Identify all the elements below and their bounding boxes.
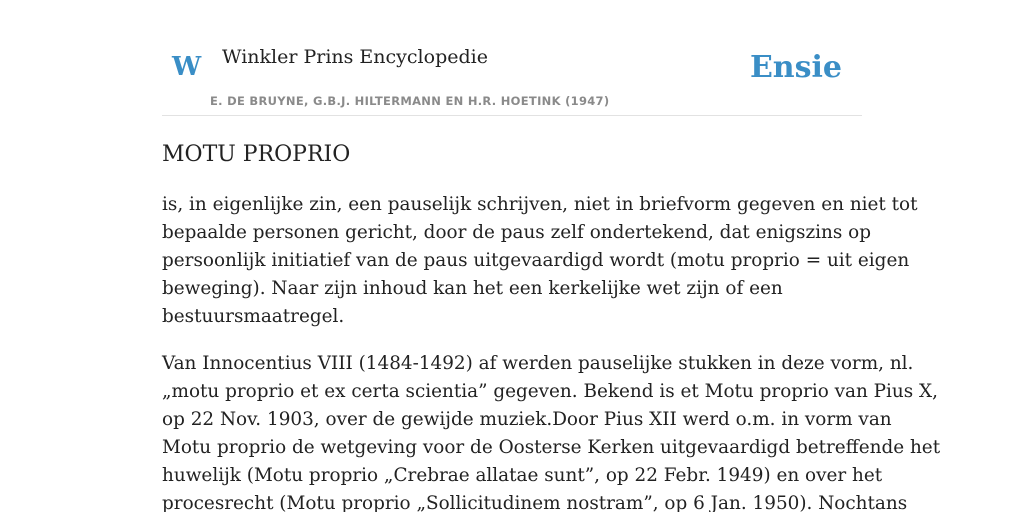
page (162, 0, 941, 512)
paragraph-line: beweging). Naar zijn inhoud kan het een kerkelijke wet zijn of een (162, 278, 783, 299)
paragraph-line: bestuursmaatregel. (162, 306, 345, 327)
source-authors: E. DE BRUYNE, G.B.J. HILTERMANN EN H.R. HOETINK (1947) (210, 94, 610, 108)
paragraph-line: „motu proprio et ex certa scientia” gegeven. Bekend is et Motu proprio van Pius X, (162, 381, 938, 402)
site-header (162, 0, 862, 116)
paragraph-line: procesrecht (Motu proprio „Sollicitudinem nostram”, op 6 Jan. 1950). Nochtans (162, 493, 908, 512)
paragraph-line: op 22 Nov. 1903, over de gewijde muziek.Door Pius XII werd o.m. in vorm van (162, 409, 892, 430)
article (162, 116, 941, 512)
paragraph-line: Motu proprio de wetgeving voor de Oosterse Kerken uitgevaardigd betreffende het (162, 437, 941, 458)
source-title[interactable]: Winkler Prins Encyclopedie (222, 46, 488, 68)
article-paragraph (162, 191, 918, 331)
paragraph-line: Van Innocentius VIII (1484-1492) af werden pauselijke stukken in deze vorm, nl. (162, 353, 914, 374)
ensie-logo-link[interactable]: Ensie (749, 50, 842, 85)
paragraph-line: huwelijk (Motu proprio „Crebrae allatae sunt”, op 22 Febr. 1949) en over het (162, 465, 883, 486)
paragraph-line: is, in eigenlijke zin, een pauselijk schrijven, niet in briefvorm gegeven en niet tot (162, 194, 918, 215)
article-paragraph (162, 350, 941, 512)
winkler-prins-logo[interactable]: W (172, 52, 202, 82)
paragraph-line: persoonlijk initiatief van de paus uitgevaardigd wordt (motu proprio = uit eigen (162, 250, 910, 271)
paragraph-line: bepaalde personen gericht, door de paus zelf ondertekend, dat enigszins op (162, 222, 872, 243)
article-title: MOTU PROPRIO (162, 142, 351, 167)
